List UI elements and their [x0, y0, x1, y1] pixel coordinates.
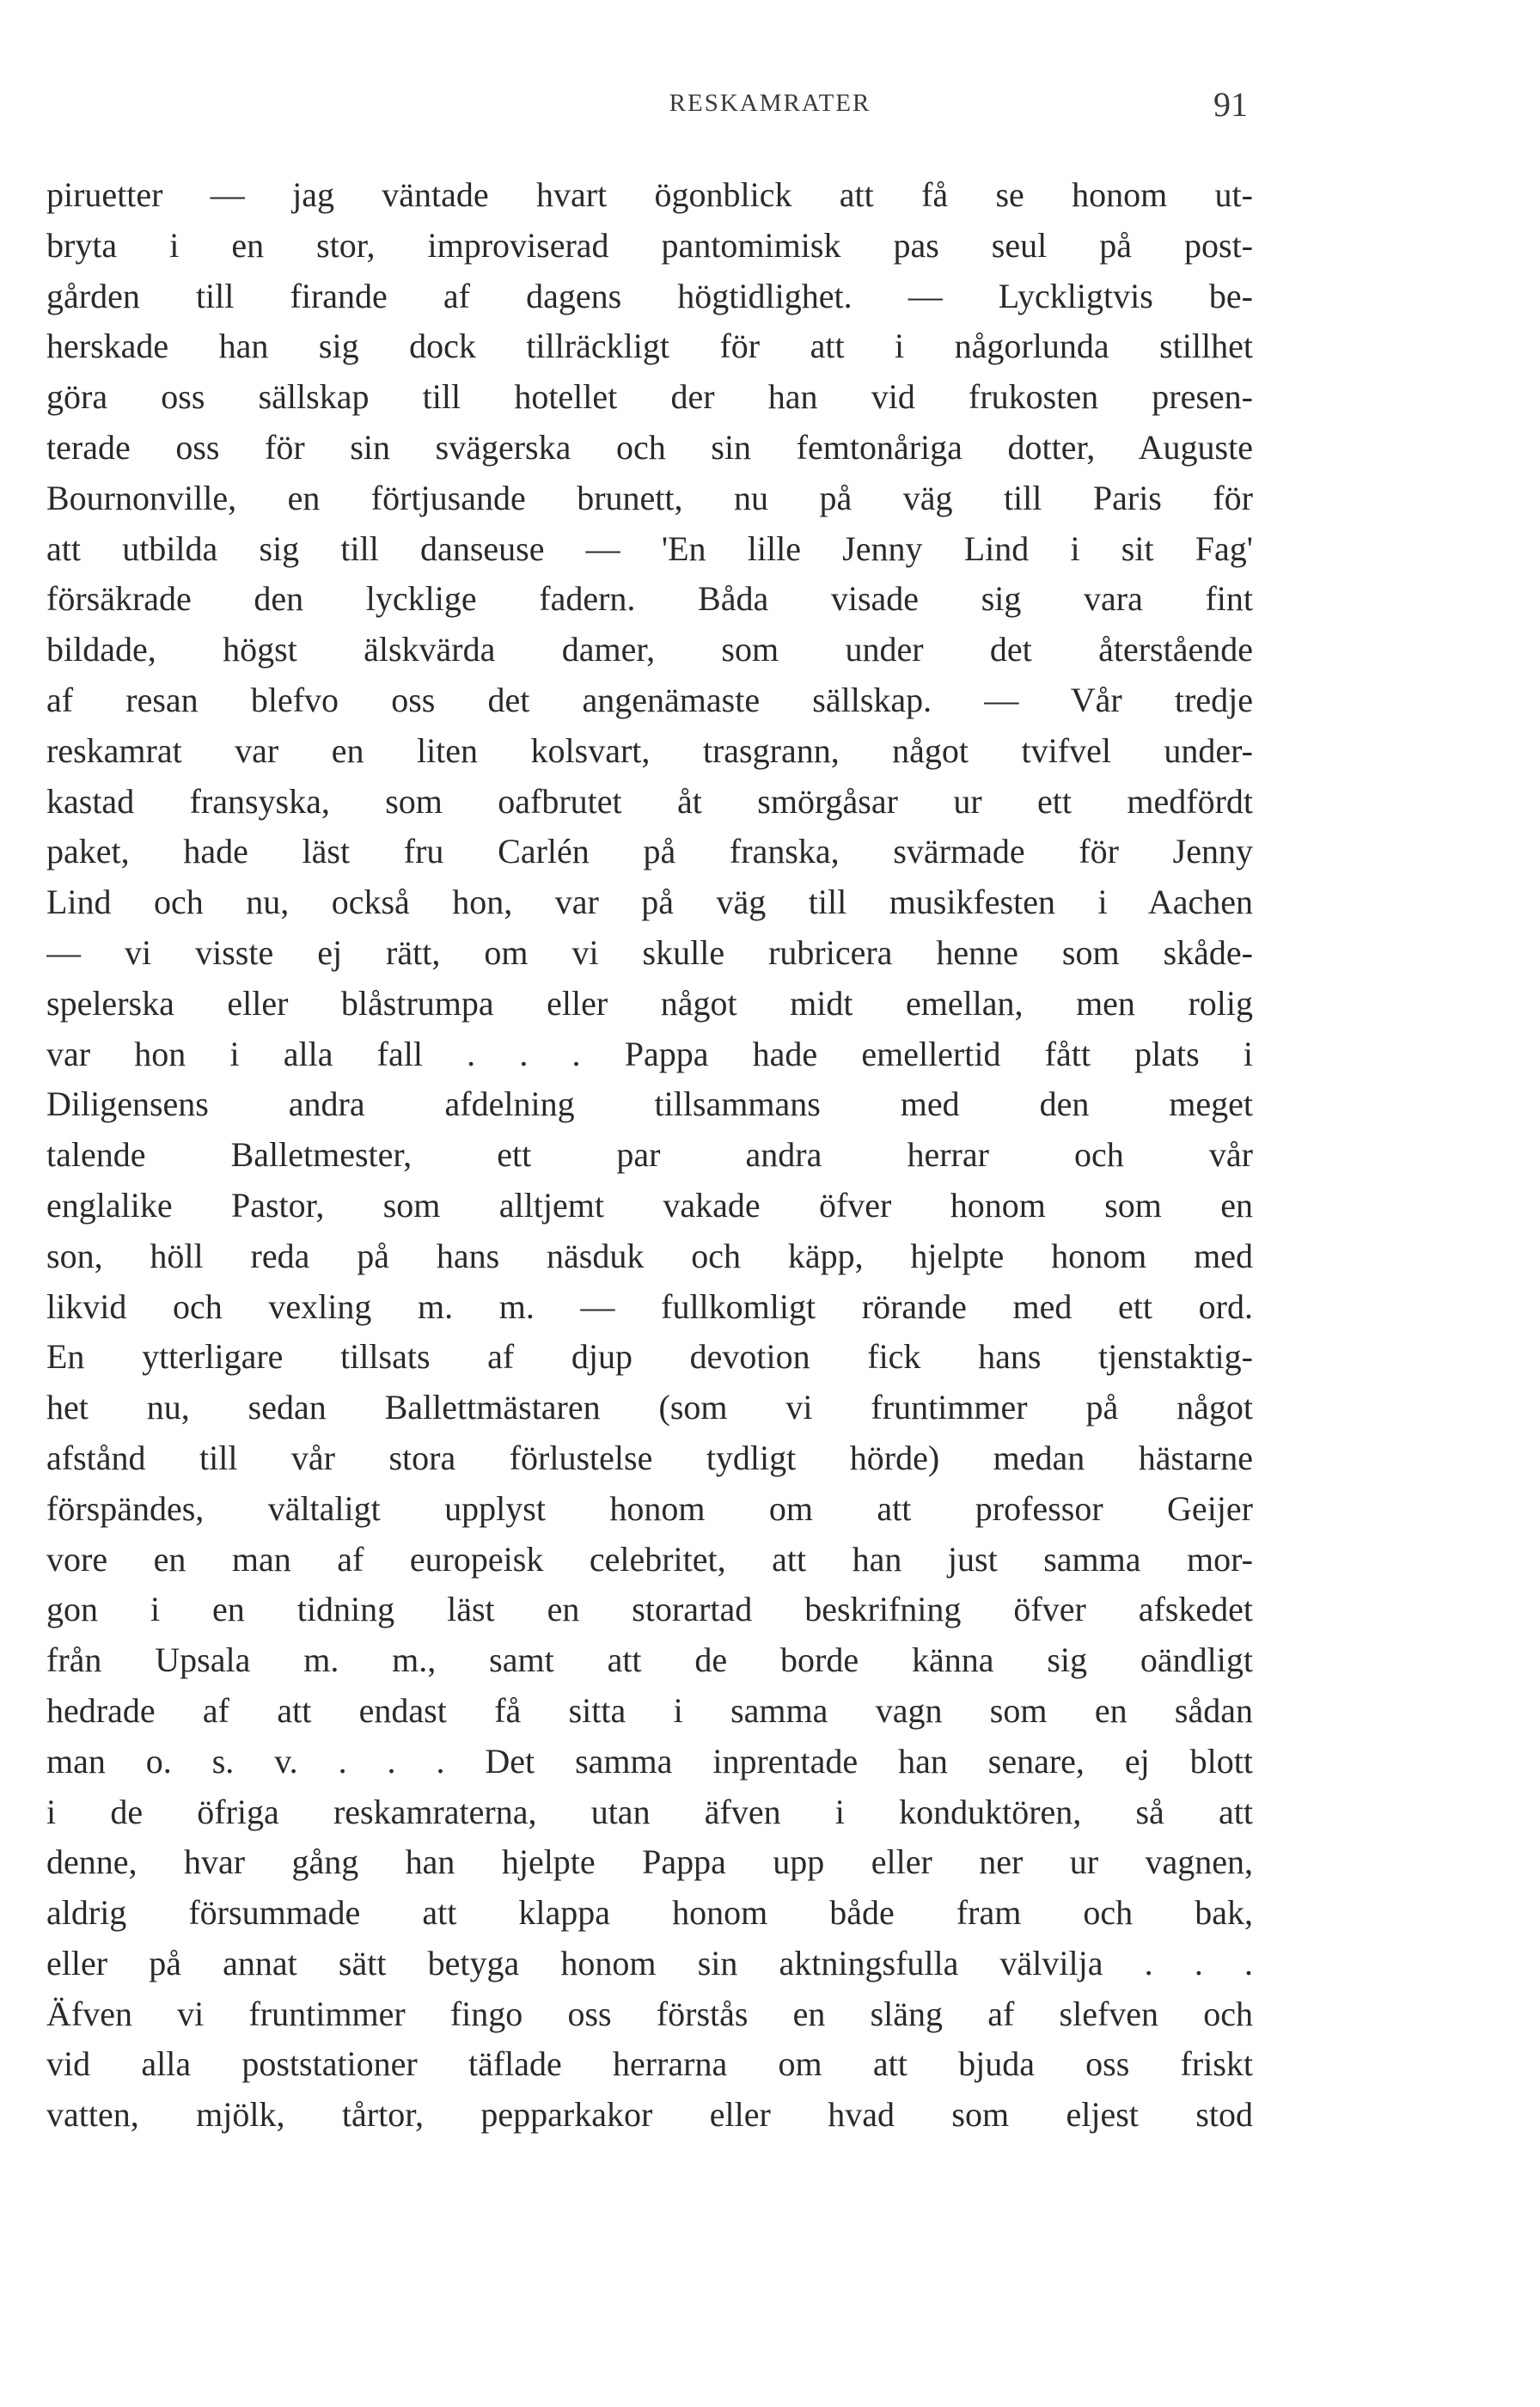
text-line: att utbilda sig till danseuse — 'En lille Jenny Lind i sit Fag' [46, 528, 1253, 568]
text-line: Diligensens andra afdelning tillsammans med den meget [46, 1084, 1253, 1124]
text-line: man o. s. v. . . . Det samma inprentade han senare, ej blott [46, 1741, 1253, 1781]
text-line: vatten, mjölk, tårtor, pepparkakor eller hvad som eljest stod [46, 2095, 1253, 2135]
text-line: förspändes, vältaligt upplyst honom om att professor Geijer [46, 1488, 1253, 1528]
text-line: var hon i alla fall . . . Pappa hade emellertid fått plats i [46, 1034, 1253, 1073]
text-line: reskamrat var en liten kolsvart, trasgrann, något tvifvel under- [46, 730, 1253, 770]
text-line: Äfven vi fruntimmer fingo oss förstås en släng af slefven och [46, 1994, 1253, 2033]
running-head [0, 85, 1540, 124]
text-line: piruetter — jag väntade hvart ögonblick att få se honom ut- [46, 175, 1253, 214]
text-line: göra oss sällskap till hotellet der han vid frukosten presen- [46, 377, 1253, 417]
text-line: terade oss för sin svägerska och sin femtonåriga dotter, Auguste [46, 427, 1253, 467]
text-line: försäkrade den lycklige fadern. Båda visade sig vara fint [46, 579, 1253, 619]
text-line: bildade, högst älskvärda damer, som under det återstående [46, 630, 1253, 669]
text-line: från Upsala m. m., samt att de borde känna sig oändligt [46, 1640, 1253, 1680]
text-line: i de öfriga reskamraterna, utan äfven i konduktören, så att [46, 1792, 1253, 1831]
text-line: likvid och vexling m. m. — fullkomligt rörande med ett ord. [46, 1286, 1253, 1326]
text-line: En ytterligare tillsats af djup devotion fick hans tjenstaktig- [46, 1337, 1253, 1377]
text-line: spelerska eller blåstrumpa eller något midt emellan, men rolig [46, 983, 1253, 1023]
text-line: herskade han sig dock tillräckligt för att i någorlunda stillhet [46, 327, 1253, 366]
text-line: vid alla poststationer täflade herrarna om att bjuda oss friskt [46, 2044, 1253, 2084]
text-line: afstånd till vår stora förlustelse tydligt hörde) medan hästarne [46, 1438, 1253, 1477]
text-line: gården till firande af dagens högtidlighet. — Lyckligtvis be- [46, 276, 1253, 315]
text-line: vore en man af europeisk celebritet, att han just samma mor- [46, 1539, 1253, 1579]
text-line: eller på annat sätt betyga honom sin aktningsfulla välvilja . . . [46, 1943, 1253, 1982]
text-line: kastad fransyska, som oafbrutet åt smörgåsar ur ett medfördt [46, 781, 1253, 821]
text-line: talende Balletmester, ett par andra herrar och vår [46, 1135, 1253, 1175]
body-text [46, 170, 1253, 2141]
text-line: hedrade af att endast få sitta i samma vagn som en sådan [46, 1690, 1253, 1730]
text-line: bryta i en stor, improviserad pantomimisk pas seul på post- [46, 225, 1253, 265]
text-line: Lind och nu, också hon, var på väg till musikfesten i Aachen [46, 883, 1253, 922]
text-line: aldrig försummade att klappa honom både fram och bak, [46, 1893, 1253, 1933]
text-line: Bournonville, en förtjusande brunett, nu på väg till Paris för [46, 478, 1253, 517]
text-line: denne, hvar gång han hjelpte Pappa upp eller ner ur vagnen, [46, 1842, 1253, 1882]
text-line: paket, hade läst fru Carlén på franska, svärmade för Jenny [46, 832, 1253, 871]
text-line: het nu, sedan Ballettmästaren (som vi fruntimmer på något [46, 1388, 1253, 1427]
text-line: af resan blefvo oss det angenämaste sällskap. — Vår tredje [46, 680, 1253, 719]
text-line: gon i en tidning läst en storartad beskrifning öfver afskedet [46, 1590, 1253, 1629]
running-title: RESKAMRATER [669, 89, 871, 117]
text-line: englalike Pastor, som alltjemt vakade öfver honom som en [46, 1185, 1253, 1225]
text-line: son, höll reda på hans näsduk och käpp, hjelpte honom med [46, 1236, 1253, 1275]
page-number: 91 [1213, 85, 1248, 124]
text-line: — vi visste ej rätt, om vi skulle rubricera henne som skåde- [46, 932, 1253, 972]
